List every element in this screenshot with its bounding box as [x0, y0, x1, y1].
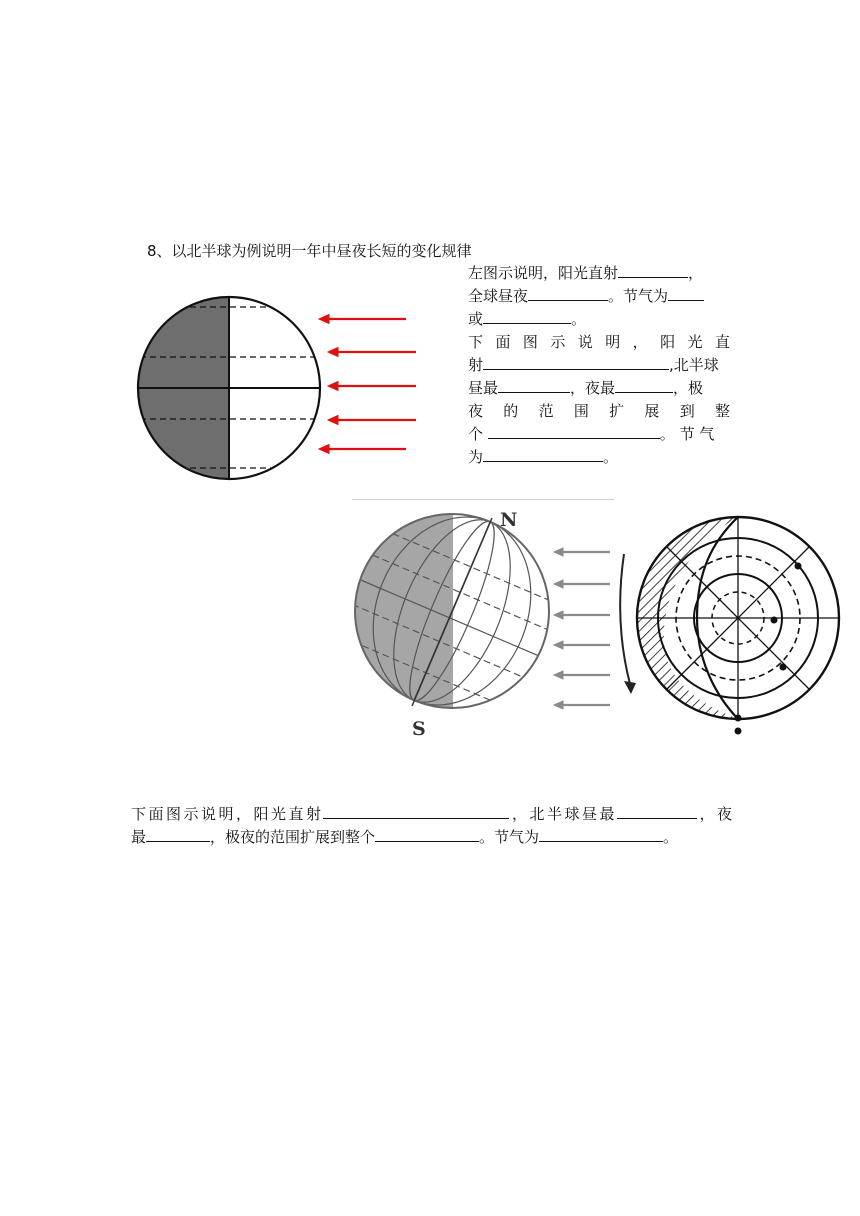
answer-blank[interactable] — [488, 423, 660, 439]
answer-blank[interactable] — [539, 826, 663, 842]
south-pole-label: S — [412, 718, 426, 740]
side-line-2: 全球昼夜 。节气为 — [468, 285, 730, 308]
answer-blank[interactable] — [375, 826, 479, 842]
side-line-9: 为 。 — [468, 448, 619, 466]
answer-blank[interactable] — [617, 803, 697, 819]
side-line-1: 左图示说明，阳光直射 ， — [468, 264, 704, 282]
rotation-arrow — [620, 554, 630, 684]
equinox-globe-figure — [130, 290, 430, 490]
answer-blank[interactable] — [615, 377, 673, 393]
solstice-figure — [352, 502, 852, 747]
answer-blank[interactable] — [668, 285, 704, 301]
night-hemisphere — [130, 290, 229, 490]
bottom-question-text — [131, 803, 732, 849]
rotation-arrowhead — [624, 681, 636, 694]
side-question-text — [468, 262, 730, 469]
side-line-7: 夜 的 范 围 扩 展 到 整 — [468, 402, 730, 420]
answer-blank[interactable] — [483, 354, 669, 370]
answer-blank[interactable] — [618, 262, 688, 278]
answer-blank[interactable] — [528, 285, 608, 301]
sunlight-arrows — [319, 315, 416, 454]
answer-blank[interactable] — [498, 377, 570, 393]
side-line-3: 或 。 — [468, 310, 587, 328]
answer-blank[interactable] — [146, 826, 210, 842]
answer-blank[interactable] — [483, 308, 571, 324]
answer-blank[interactable] — [323, 803, 509, 819]
figure-top-border — [352, 499, 614, 500]
bottom-line-1: 下面图示说明，阳光直射 ，北半球昼最 ，夜 — [131, 805, 732, 823]
question-title: 8、以北半球为例说明一年中昼夜长短的变化规律 — [147, 242, 472, 260]
solstice-globe — [352, 502, 573, 747]
side-line-5: 射 ,北半球 — [468, 356, 719, 374]
bottom-line-2: 最 ，极夜的范围扩展到整个 。节气为 。 — [131, 828, 679, 846]
sunlight-arrows — [554, 548, 610, 709]
side-line-6: 昼最 ，夜最 ，极 — [468, 379, 704, 397]
side-line-8: 个 。 节 气 — [468, 425, 715, 443]
polar-circles — [637, 517, 839, 719]
night-hemisphere — [352, 502, 453, 747]
side-line-4: 下 面 图 示 说 明 ， 阳 光 直 — [468, 333, 730, 351]
north-pole-label: N — [500, 509, 518, 531]
answer-blank[interactable] — [483, 446, 603, 462]
